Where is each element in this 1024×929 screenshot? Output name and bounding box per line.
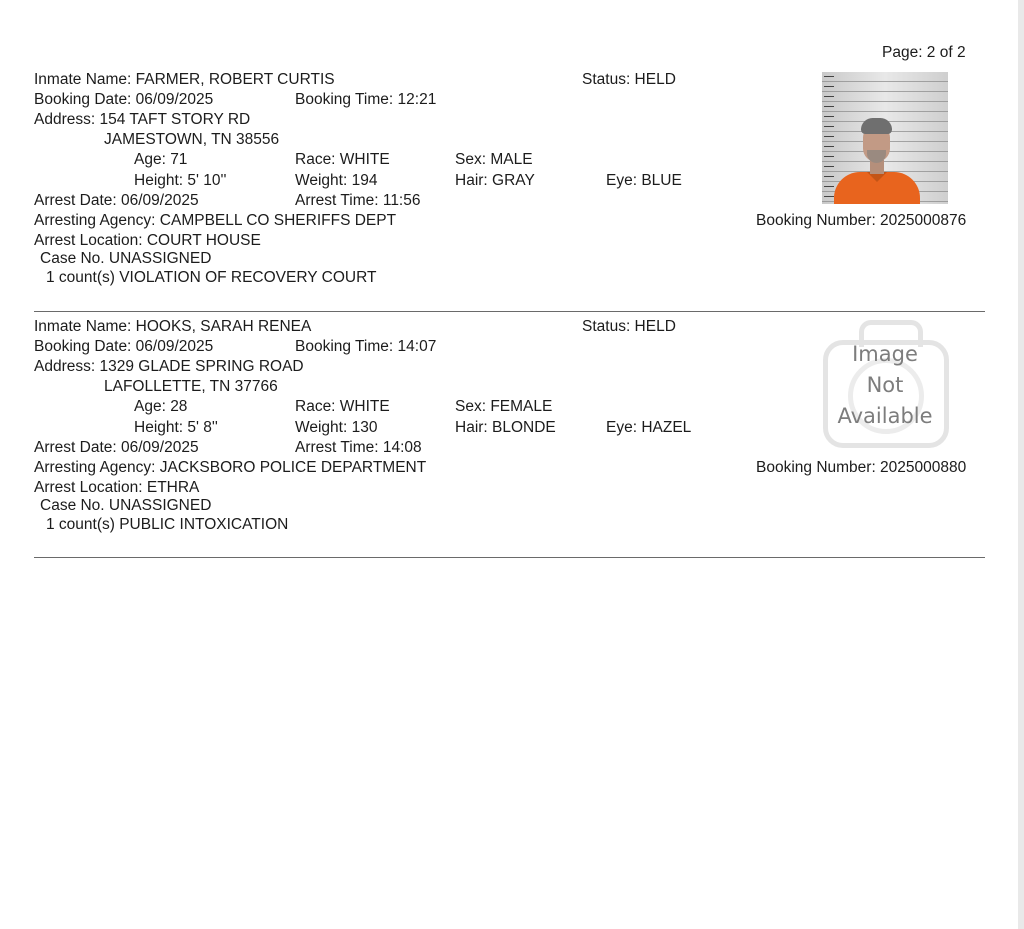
record-divider bbox=[34, 557, 985, 558]
height: Height: 5' 10'' bbox=[134, 172, 227, 189]
booking-number: Booking Number: 2025000880 bbox=[756, 459, 967, 476]
eye: Eye: HAZEL bbox=[606, 419, 692, 436]
address-line-1: Address: 1329 GLADE SPRING ROAD bbox=[34, 358, 304, 375]
charge: 1 count(s) VIOLATION OF RECOVERY COURT bbox=[46, 269, 377, 286]
placeholder-line-3: Available bbox=[837, 404, 933, 428]
arrest-location: Arrest Location: COURT HOUSE bbox=[34, 232, 261, 249]
case-number: Case No. UNASSIGNED bbox=[40, 497, 212, 514]
status: Status: HELD bbox=[582, 71, 676, 88]
height: Height: 5' 8'' bbox=[134, 419, 218, 436]
arresting-agency: Arresting Agency: CAMPBELL CO SHERIFFS DEPT bbox=[34, 212, 397, 229]
charge: 1 count(s) PUBLIC INTOXICATION bbox=[46, 516, 289, 533]
sex: Sex: FEMALE bbox=[455, 398, 553, 415]
address-line-2: LAFOLLETTE, TN 37766 bbox=[104, 378, 278, 395]
address-line-2: JAMESTOWN, TN 38556 bbox=[104, 131, 280, 148]
hair: Hair: BLONDE bbox=[455, 419, 556, 436]
page-edge bbox=[1018, 0, 1024, 929]
sex: Sex: MALE bbox=[455, 151, 533, 168]
arrest-date: Arrest Date: 06/09/2025 bbox=[34, 192, 199, 209]
weight: Weight: 130 bbox=[295, 419, 378, 436]
arrest-time: Arrest Time: 11:56 bbox=[295, 192, 421, 209]
race: Race: WHITE bbox=[295, 398, 390, 415]
eye: Eye: BLUE bbox=[606, 172, 682, 189]
inmate-name: Inmate Name: FARMER, ROBERT CURTIS bbox=[34, 71, 335, 88]
age: Age: 71 bbox=[134, 151, 188, 168]
booking-time: Booking Time: 14:07 bbox=[295, 338, 437, 355]
arrest-time: Arrest Time: 14:08 bbox=[295, 439, 422, 456]
booking-time: Booking Time: 12:21 bbox=[295, 91, 437, 108]
arrest-location: Arrest Location: ETHRA bbox=[34, 479, 200, 496]
record-divider bbox=[34, 311, 985, 312]
booking-date: Booking Date: 06/09/2025 bbox=[34, 338, 214, 355]
race: Race: WHITE bbox=[295, 151, 390, 168]
age: Age: 28 bbox=[134, 398, 188, 415]
hair: Hair: GRAY bbox=[455, 172, 535, 189]
case-number: Case No. UNASSIGNED bbox=[40, 250, 212, 267]
mugshot-photo bbox=[822, 72, 948, 204]
page-number: Page: 2 of 2 bbox=[882, 44, 966, 61]
booking-date: Booking Date: 06/09/2025 bbox=[34, 91, 214, 108]
weight: Weight: 194 bbox=[295, 172, 378, 189]
address-line-1: Address: 154 TAFT STORY RD bbox=[34, 111, 251, 128]
booking-number: Booking Number: 2025000876 bbox=[756, 212, 967, 229]
arresting-agency: Arresting Agency: JACKSBORO POLICE DEPARTMENT bbox=[34, 459, 427, 476]
inmate-name: Inmate Name: HOOKS, SARAH RENEA bbox=[34, 318, 312, 335]
placeholder-line-1: Image bbox=[852, 342, 918, 366]
placeholder-line-2: Not bbox=[866, 373, 904, 397]
image-not-available-placeholder bbox=[822, 318, 950, 452]
arrest-date: Arrest Date: 06/09/2025 bbox=[34, 439, 199, 456]
status: Status: HELD bbox=[582, 318, 676, 335]
